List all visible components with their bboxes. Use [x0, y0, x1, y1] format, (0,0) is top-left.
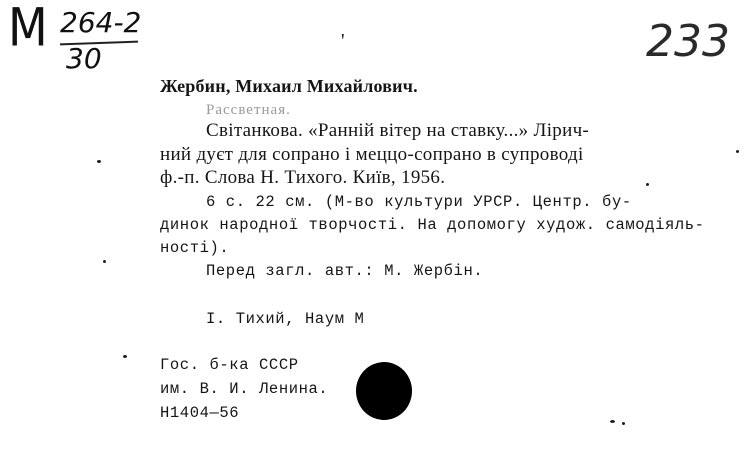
- description-line-2: ний дуєт для сопрано і меццо-сопрано в супроводі: [160, 144, 584, 165]
- collation-line-1: 6 с. 22 см. (М-во культури УРСР. Центр. бу-: [206, 193, 632, 211]
- faded-stamp: Рассветная.: [206, 102, 291, 118]
- top-mark: ': [341, 30, 345, 52]
- speck: [646, 183, 649, 186]
- speck: [103, 260, 106, 263]
- library-stamp-line-3: Н1404—56: [160, 404, 240, 422]
- author-heading: Жербин, Михаил Михайлович.: [160, 76, 418, 96]
- punch-hole: [356, 362, 412, 420]
- shelf-mark-top: 264-2: [60, 6, 142, 39]
- speck: [97, 160, 101, 163]
- collation-line-2: динок народної творчості. На допомогу худож. самодіяль-: [160, 216, 705, 234]
- description-line-3: ф.-п. Слова Н. Тихого. Київ, 1956.: [160, 167, 446, 188]
- collation-line-3: ності).: [160, 239, 230, 257]
- library-stamp-line-1: Гос. б-ка СССР: [160, 356, 299, 374]
- handwritten-number: 233: [646, 16, 730, 67]
- speck: [736, 150, 739, 153]
- library-stamp-line-2: им. В. И. Ленина.: [160, 380, 329, 398]
- shelf-mark-bottom: 30: [66, 42, 102, 75]
- shelf-mark-letter: M: [8, 0, 48, 59]
- tracings-line: I. Тихий, Наум М: [206, 310, 365, 328]
- speck: [123, 355, 127, 358]
- description-line-1: Світанкова. «Ранній вітер на ставку...» Лірич-: [206, 120, 590, 141]
- speck: [622, 422, 625, 425]
- note-line: Перед загл. авт.: М. Жербін.: [206, 262, 484, 280]
- speck: [610, 420, 615, 423]
